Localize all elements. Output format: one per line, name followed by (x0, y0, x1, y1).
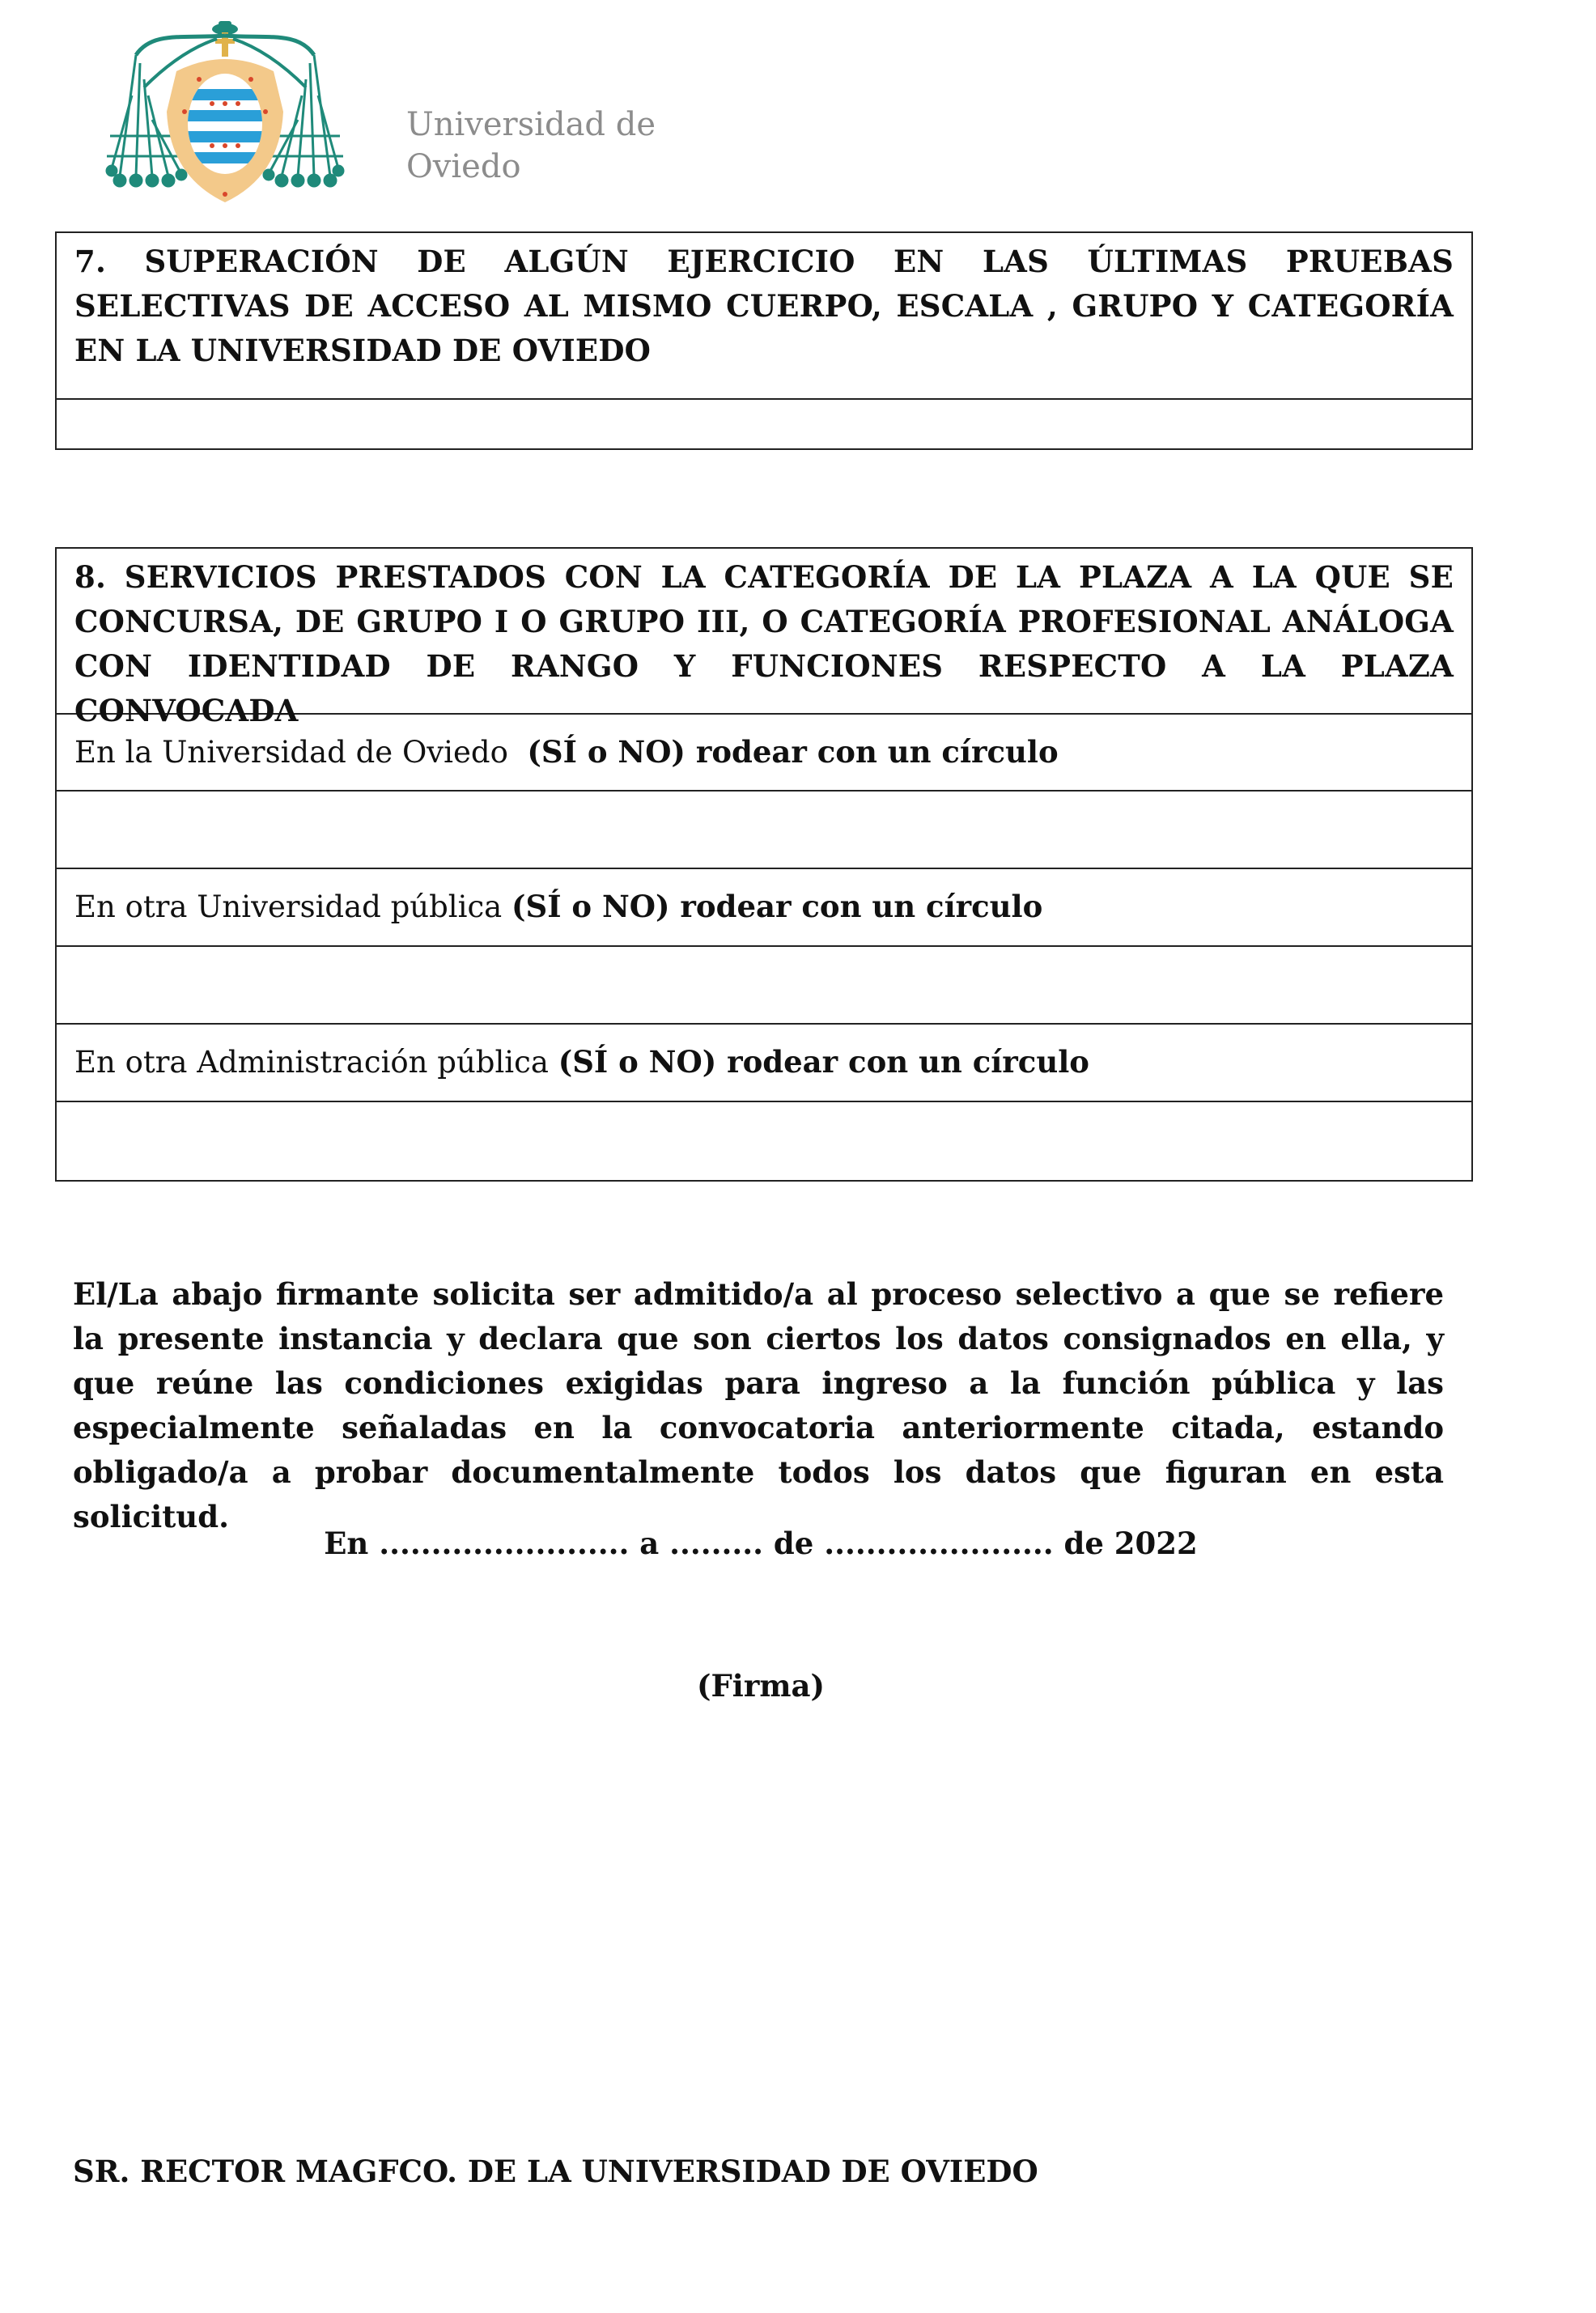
date-line[interactable]: En ........................ a ......... de ...................... de 2022 (324, 1526, 1198, 1561)
university-name-line2: Oviedo (406, 148, 521, 185)
university-coat-of-arms-icon (96, 15, 354, 210)
section-8-item-row (57, 869, 1471, 947)
section-7-answer-field[interactable] (57, 400, 1471, 448)
addressee: SR. RECTOR MAGFCO. DE LA UNIVERSIDAD DE OVIEDO (73, 2154, 1038, 2189)
section-8-item-row (57, 715, 1471, 792)
item-label: En la Universidad de Oviedo (74, 735, 508, 770)
item-label: En otra Universidad pública (74, 889, 503, 924)
section-8-answer-field[interactable] (57, 947, 1471, 1025)
section-8-title: 8. SERVICIOS PRESTADOS CON LA CATEGORÍA DE LA PLAZA A LA QUE SE CONCURSA, DE GRUPO I O GRUPO III, O CATEGORÍA PROFESIONAL ANÁLOGA CON IDENTIDAD DE RANGO Y FUNCIONES RESPECTO A LA PLAZA CONVOCADA (74, 559, 1454, 728)
yes-no-choice[interactable]: (SÍ o NO) rodear con un círculo (558, 1044, 1089, 1080)
section-7-header (57, 233, 1471, 400)
section-7-table (55, 231, 1473, 450)
section-8-table (55, 547, 1473, 1182)
item-label: En otra Administración pública (74, 1045, 549, 1080)
section-8-item-row (57, 1025, 1471, 1102)
university-name-line1: Universidad de (406, 106, 656, 143)
university-name (406, 104, 656, 188)
yes-no-choice[interactable]: (SÍ o NO) rodear con un círculo (511, 889, 1043, 924)
signature-label: (Firma) (697, 1668, 825, 1704)
section-8-answer-field[interactable] (57, 792, 1471, 869)
section-8-header (57, 549, 1471, 728)
declaration-text: El/La abajo firmante solicita ser admitido/a al proceso selectivo a que se refiere la presente instancia y declara que son ciertos los datos consignados en ella, y que reúne las condiciones exigidas para ingreso a la función pública y las especialmente señaladas en la convocatoria anteriormente citada, estando obligado/a a probar documentalmente todos los datos que figuran en esta solicitud. (73, 1276, 1444, 1534)
yes-no-choice[interactable]: (SÍ o NO) rodear con un círculo (527, 734, 1059, 770)
section-7-title: 7. SUPERACIÓN DE ALGÚN EJERCICIO EN LAS ÚLTIMAS PRUEBAS SELECTIVAS DE ACCESO AL MISMO CUERPO, ESCALA , GRUPO Y CATEGORÍA EN LA UNIVERSIDAD DE OVIEDO (74, 244, 1454, 368)
section-8-answer-field[interactable] (57, 1102, 1471, 1180)
